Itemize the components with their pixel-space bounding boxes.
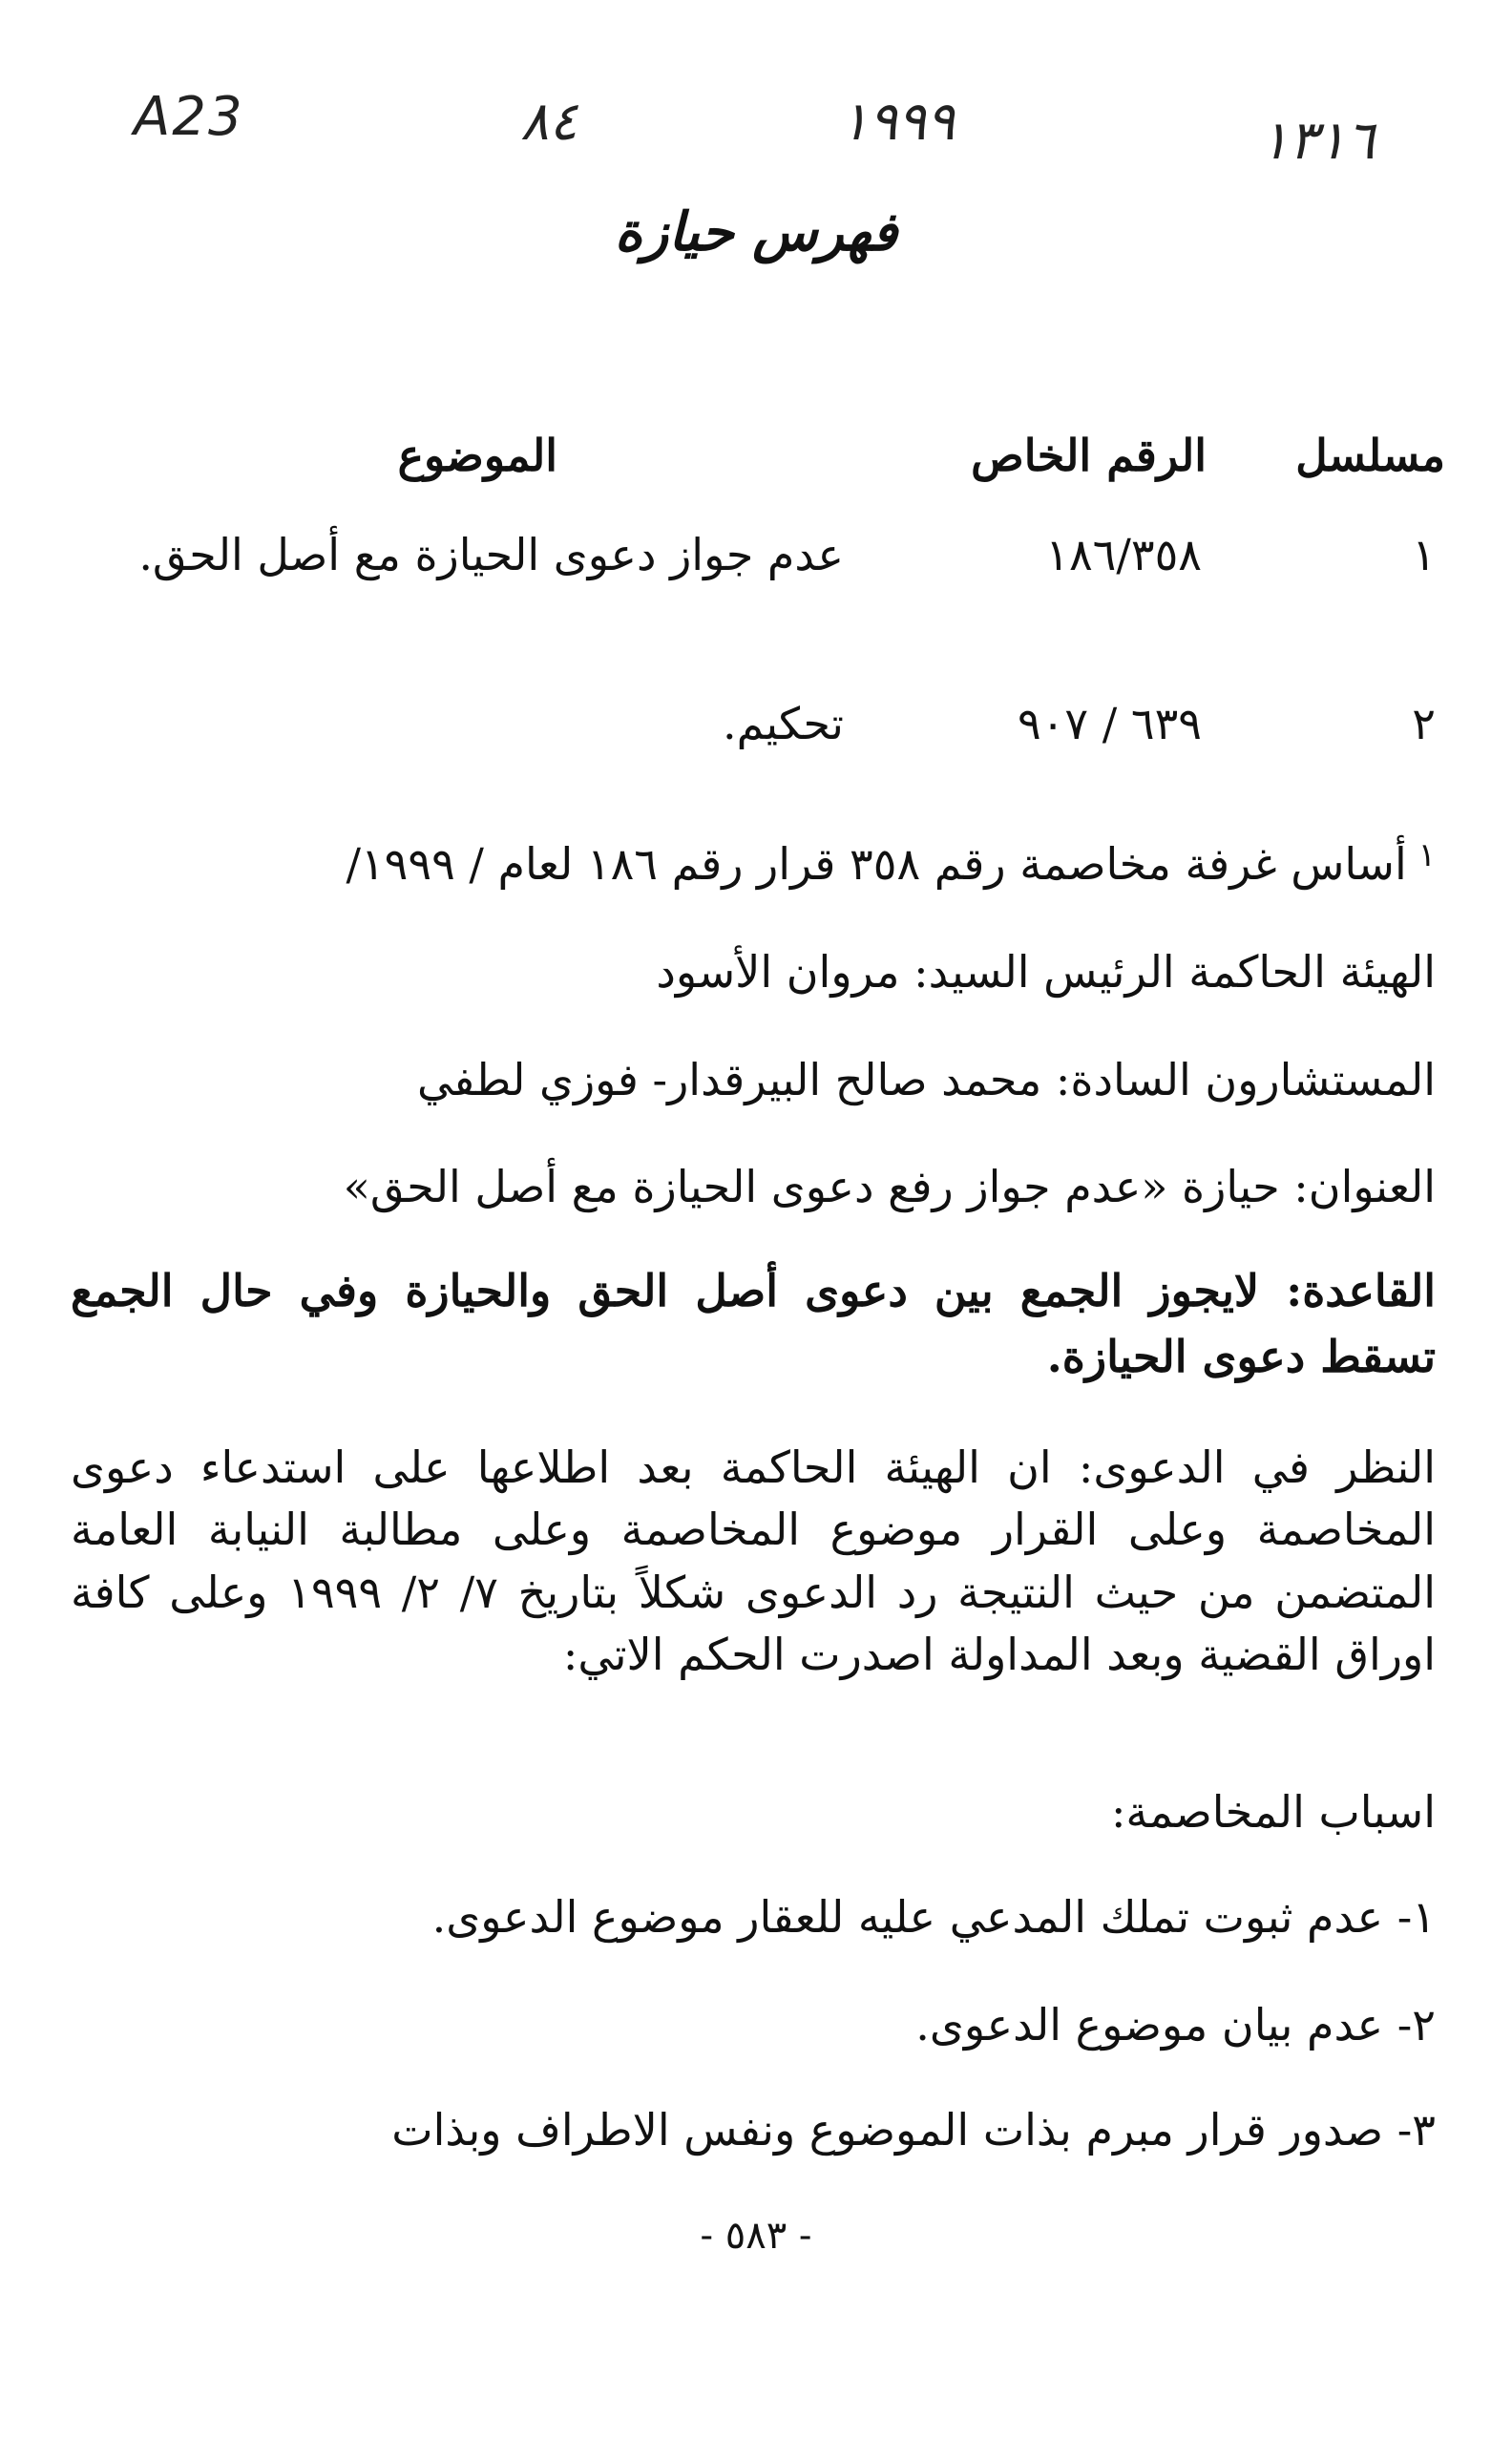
- header-number: الرقم الخاص: [971, 430, 1207, 481]
- consideration: النظر في الدعوى: ان الهيئة الحاكمة بعد اطلاعها على استدعاء دعوى المخاصمة وعلى القرار موضوع المخاصمة وعلى مطالبة النيابة العامة المتضمن من حيث النتيجة رد الدعوى شكلاً بتاريخ ٧/ ٢/ ١٩٩٩ وعلى كافة اوراق القضية وبعد المداولة اصدرت الحكم الاتي:: [71, 1441, 1437, 1680]
- reason-item-1: ١- عدم ثبوت تملك المدعي عليه للعقار موضوع الدعوى.: [431, 1891, 1436, 1943]
- row-1-number: ١٨٦/٣٥٨: [1045, 529, 1202, 580]
- case-basis: [71, 832, 1436, 896]
- header-serial: مسلسل: [1295, 430, 1445, 481]
- handwritten-number-1: ٨٤: [520, 91, 578, 153]
- case-heading-title: العنوان: حيازة «عدم جواز رفع دعوى الحيازة مع أصل الحق»: [343, 1161, 1436, 1212]
- counselors: المستشارون السادة: محمد صالح البيرقدار- فوزي لطفي: [416, 1054, 1436, 1105]
- row-1-subject: عدم جواز دعوى الحيازة مع أصل الحق.: [138, 529, 844, 580]
- legal-rule: القاعدة: لايجوز الجمع بين دعوى أصل الحق والحيازة وفي حال الجمع تسقط دعوى الحيازة.: [71, 1265, 1436, 1382]
- row-2-subject: تحكيم.: [722, 698, 844, 749]
- handwritten-code: A23: [134, 86, 244, 148]
- handwritten-year: ١٩٩٩: [840, 91, 956, 153]
- row-1-serial: ١: [1412, 529, 1436, 580]
- handwritten-number-2: ١٣١٦: [1260, 110, 1376, 172]
- page-number: - ٥٨٣ -: [700, 2214, 812, 2258]
- case-basis-text: أساس غرفة مخاصمة رقم ٣٥٨ قرار رقم ١٨٦ لعام / ١٩٩٩/: [346, 838, 1407, 890]
- footnote-marker: ١: [1418, 836, 1436, 874]
- reason-item-2: ٢- عدم بيان موضوع الدعوى.: [915, 1999, 1436, 2051]
- reasons-heading: اسباب المخاصمة:: [1110, 1786, 1436, 1838]
- page-title: فهرس حيازة: [614, 200, 898, 263]
- header-subject: الموضوع: [397, 430, 557, 481]
- court-president: الهيئة الحاكمة الرئيس السيد: مروان الأسود: [656, 946, 1436, 998]
- row-2-serial: ٢: [1412, 698, 1436, 749]
- row-2-number: ٦٣٩ / ٩٠٧: [1018, 698, 1202, 749]
- reason-item-3: ٣- صدور قرار مبرم بذات الموضوع ونفس الاطراف وبذات: [391, 2104, 1436, 2156]
